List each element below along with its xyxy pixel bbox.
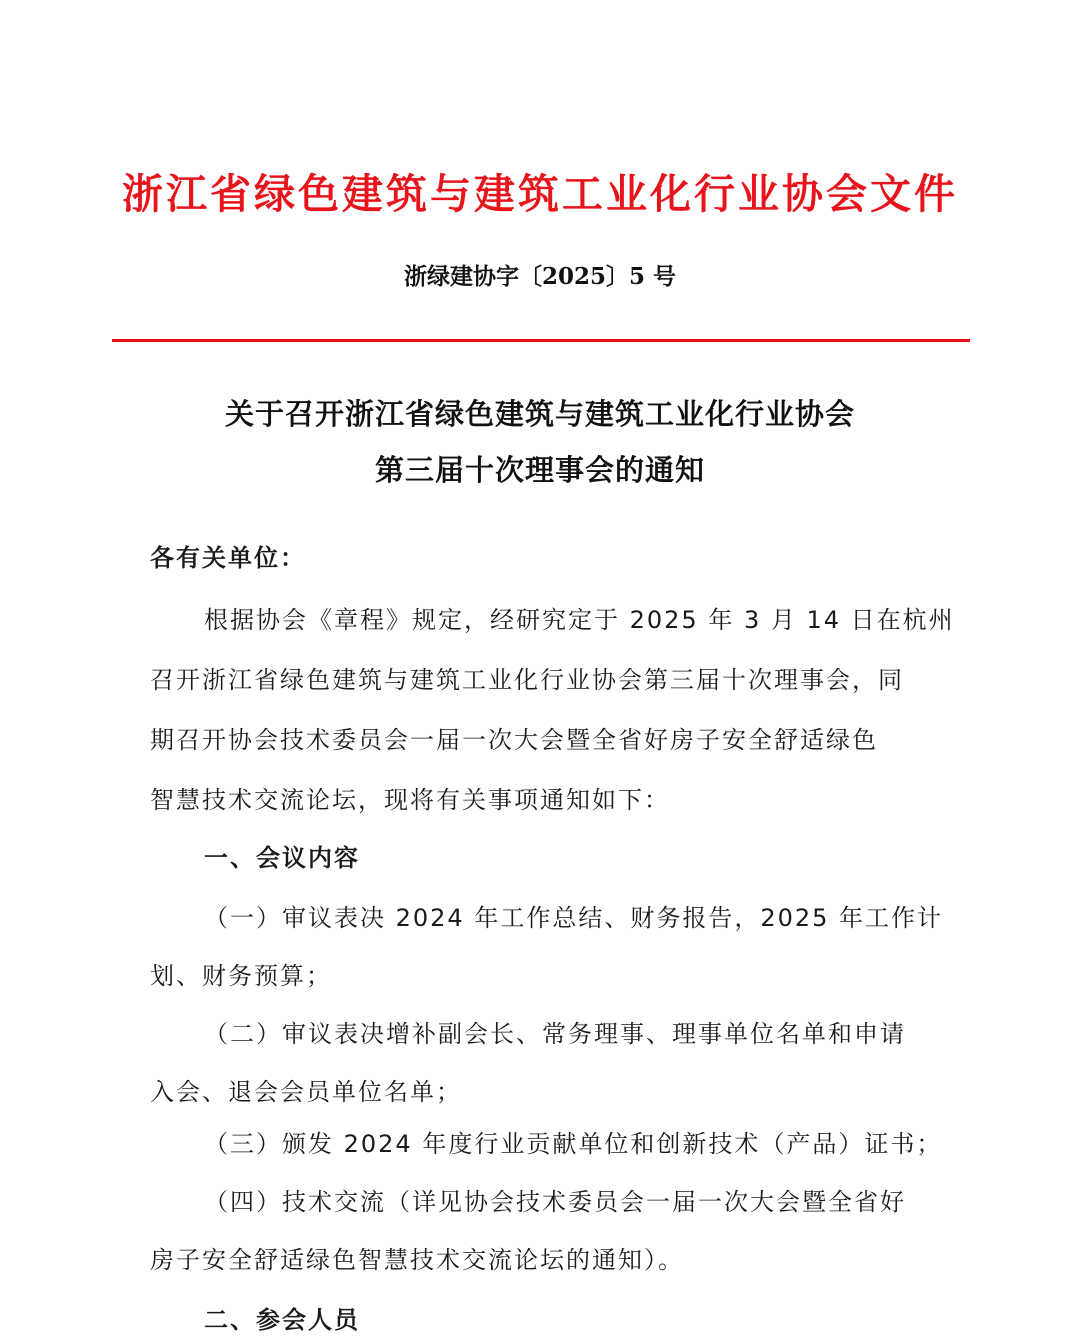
section-heading-meeting-content: 一、会议内容 [204,844,360,872]
document-number: 浙绿建协字〔2025〕5 号 [403,263,677,290]
item-4-line-2: 房子安全舒适绿色智慧技术交流论坛的通知）。 [150,1246,684,1274]
intro-line-1: 根据协会《章程》规定，经研究定于 2025 年 3 月 14 日在杭州 [204,606,955,634]
issuer-header-title: 浙江省绿色建筑与建筑工业化行业协会文件 [122,170,958,218]
item-2-line-2: 入会、退会会员单位名单； [150,1078,462,1106]
item-3-line-1: （三）颁发 2024 年度行业贡献单位和创新技术（产品）证书； [204,1130,943,1158]
intro-line-2: 召开浙江省绿色建筑与建筑工业化行业协会第三届十次理事会，同 [150,666,904,694]
item-4-line-1: （四）技术交流（详见协会技术委员会一届一次大会暨全省好 [204,1188,906,1216]
section-heading-attendees: 二、参会人员 [204,1306,360,1334]
item-2-line-1: （二）审议表决增补副会长、常务理事、理事单位名单和申请 [204,1020,906,1048]
item-1-line-1: （一）审议表决 2024 年工作总结、财务报告，2025 年工作计 [204,904,944,932]
intro-line-3: 期召开协会技术委员会一届一次大会暨全省好房子安全舒适绿色 [150,726,878,754]
intro-line-4: 智慧技术交流论坛，现将有关事项通知如下： [150,786,670,814]
notice-title-line-1: 关于召开浙江省绿色建筑与建筑工业化行业协会 [224,397,855,431]
item-1-line-2: 划、财务预算； [150,962,332,990]
notice-title-line-2: 第三届十次理事会的通知 [374,453,705,487]
red-divider-line [112,339,970,342]
notice-title [0,386,1080,498]
salutation: 各有关单位： [150,544,306,572]
